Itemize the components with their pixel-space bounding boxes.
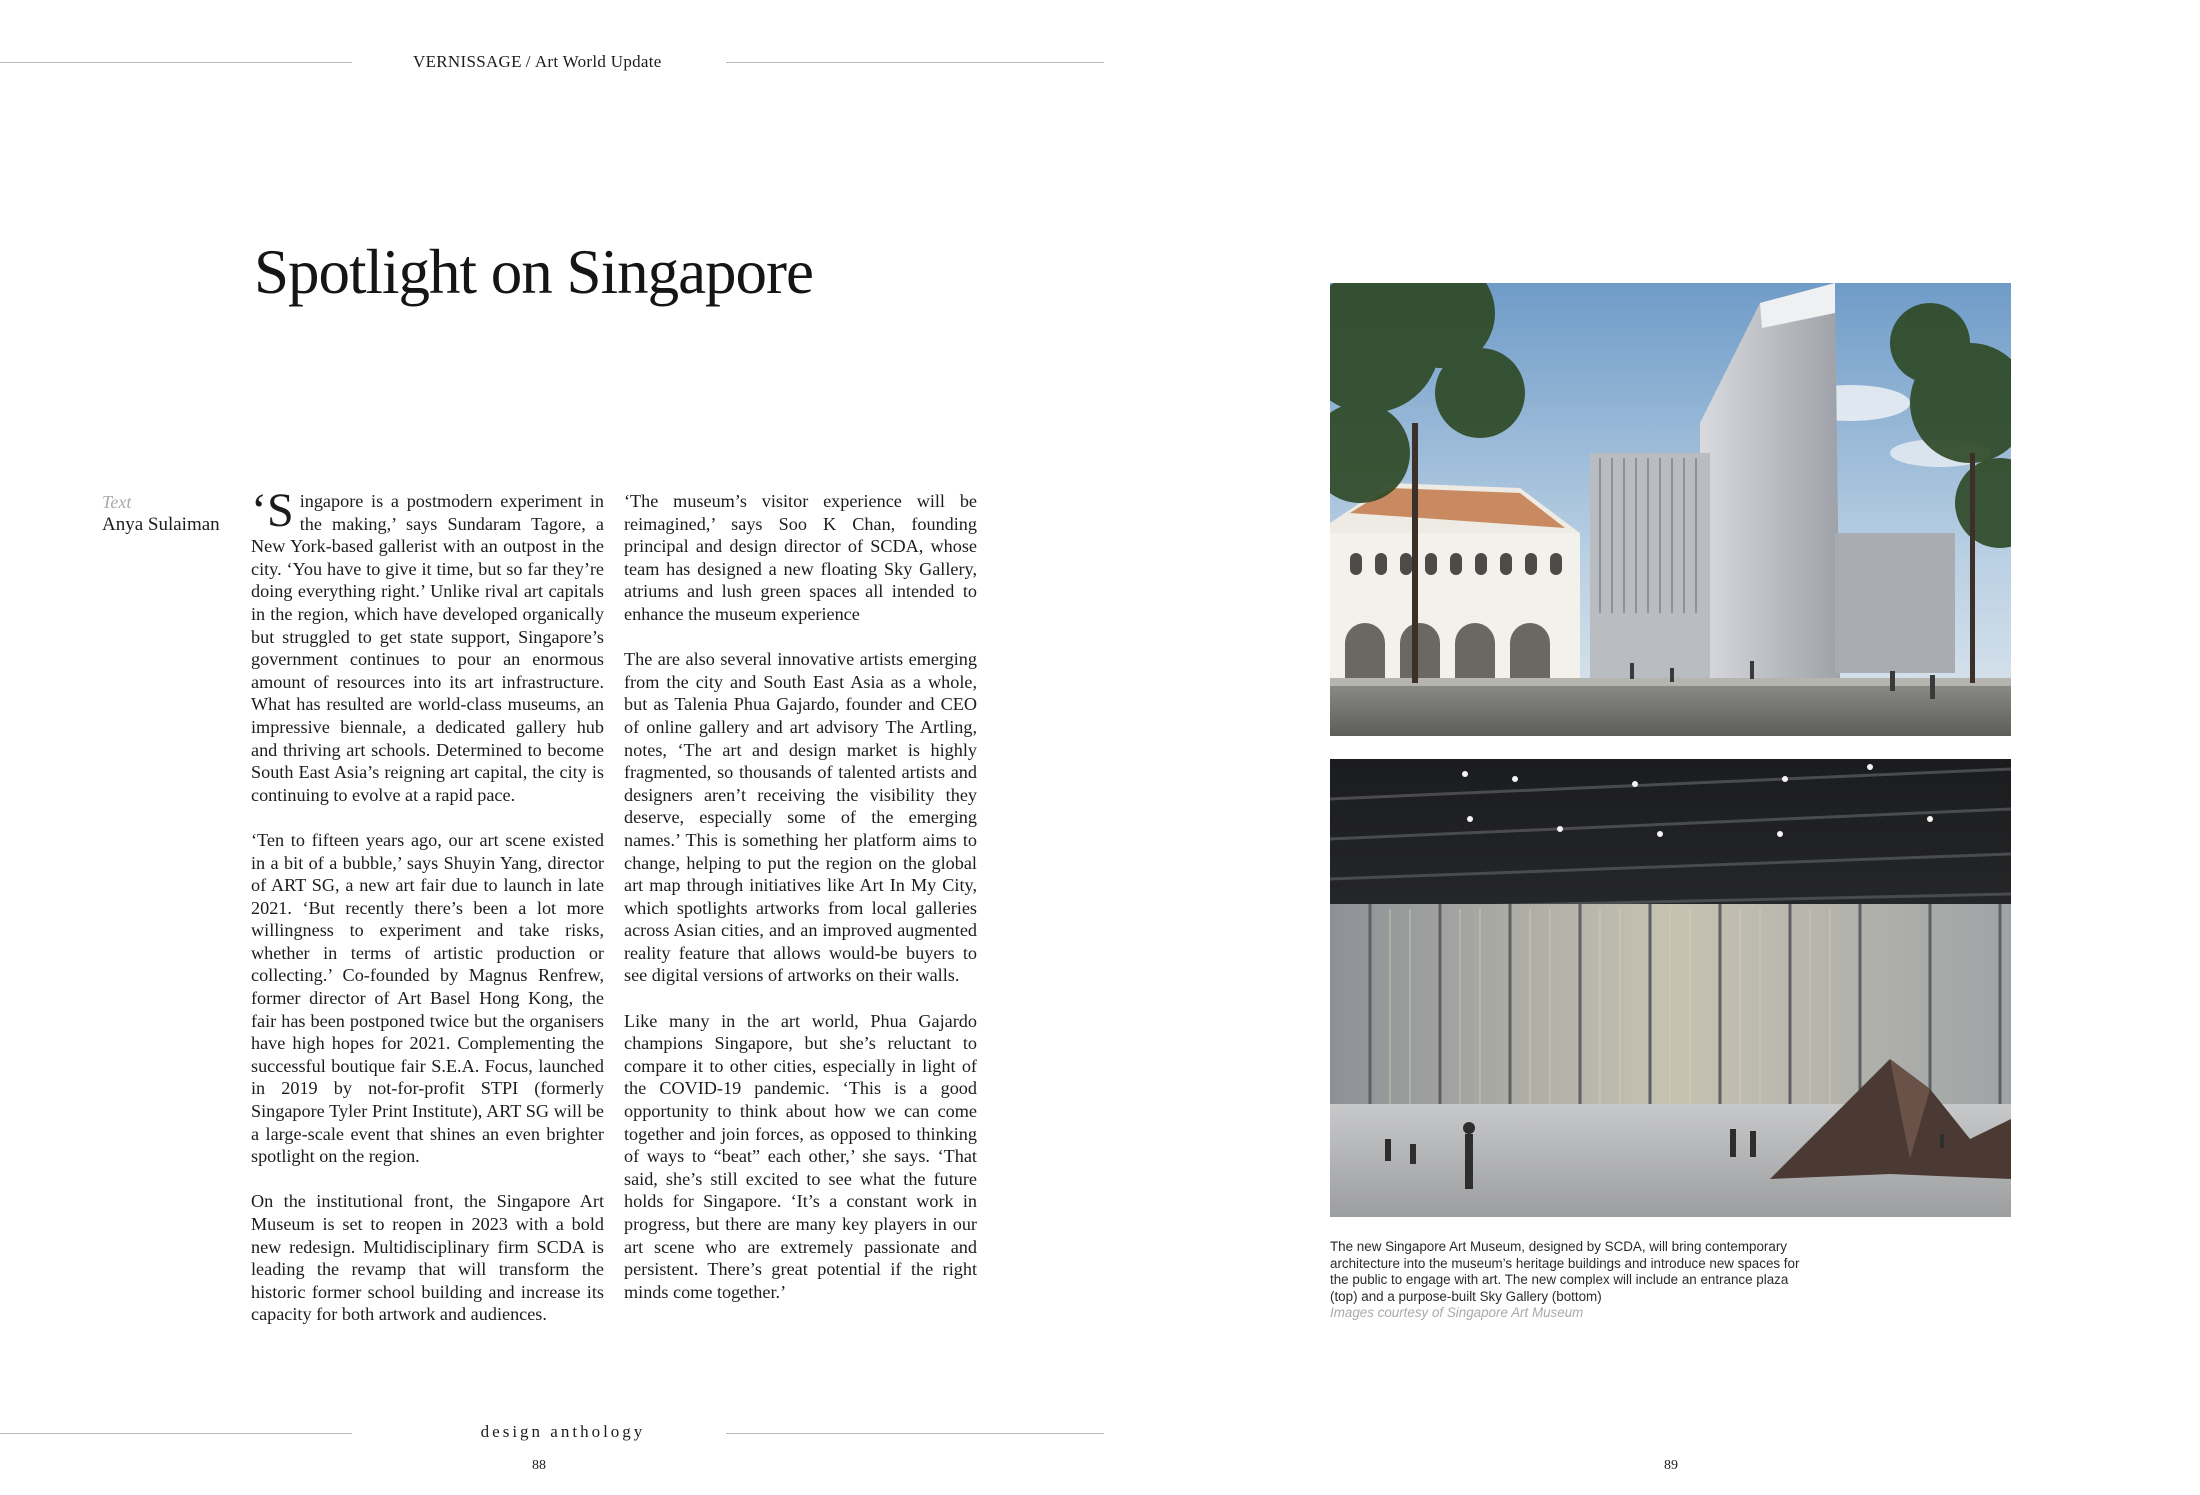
page-number-left: 88 [532, 1458, 546, 1473]
header-rule-left [0, 62, 352, 63]
byline-author: Anya Sulaiman [102, 514, 220, 535]
header-rule-right [726, 62, 1104, 63]
caption-credit: Images courtesy of Singapore Art Museum [1330, 1305, 1584, 1321]
paragraph: On the institutional front, the Singapore Art Museum is set to reopen in 2023 with a bold new redesign. Multidisciplinary firm SCDA is leading the revamp that will transform the historic former school building and increase its capacity for both artwork and audiences. [251, 1191, 604, 1325]
paragraph: The are also several innovative artists emerging from the city and South East Asia as a whole, but as Talenia Phua Gajardo, founder and CEO of online gallery and art advisory The Artling, notes, ‘The art and design market is highly fragmented, so thousands of talented artists and designers aren’t receiving the visibility they deserve, especially some of the emerging names.’ This is something her platform aims to change, helping to put the region on the global art map through initiatives like Art In My City, which spotlights artworks from local galleries across Asian cities, and an improved augmented reality feature that allows would-be buyers to see digital versions of artworks on their walls. [624, 649, 977, 986]
article-column-left [251, 484, 604, 1349]
footer-brand: design anthology [480, 1422, 646, 1441]
image-caption [1330, 1239, 1810, 1322]
paragraph: ‘Singapore is a postmodern experiment in the making,’ says Sundaram Tagore, a New York-based gallerist with an outpost in the city. ‘You have to give it time, but so far they’re doing everything right.’ Unlike rival art capitals in the region, which have developed organically but struggled to get state support, Singapore’s government continues to pour an enormous amount of resources into its art infrastructure. What has resulted are world-class museums, an impressive biennale, a dedicated gallery hub and thriving art schools. Determined to become South East Asia’s reigning art capital, the city is continuing to evolve at a rapid pace. [251, 484, 604, 805]
footer-rule-right [726, 1433, 1104, 1434]
caption-text: The new Singapore Art Museum, designed by SCDA, will bring contemporary architecture into the museum’s heritage buildings and introduce new spaces for the public to engage with art. The new complex will include an entrance plaza (top) and a purpose-built Sky Gallery (bottom) [1330, 1239, 1800, 1304]
sky-gallery-image [1330, 759, 2011, 1217]
article-title: Spotlight on Singapore [254, 237, 813, 307]
museum-exterior-image [1330, 283, 2011, 736]
publication-name: VERNISSAGE [413, 52, 522, 71]
header-separator: / [525, 52, 531, 71]
article-column-right [624, 490, 977, 1326]
paragraph: ‘Ten to fifteen years ago, our art scene existed in a bit of a bubble,’ says Shuyin Yang, director of ART SG, a new art fair due to launch in late 2021. ‘But recently there’s been a lot more willingness to experiment and take risks, whether in terms of artistic production or collecting.’ Co-founded by Magnus Renfrew, former director of Art Basel Hong Kong, the fair has been postponed twice but the organisers have high hopes for 2021. Complementing the successful boutique fair S.E.A. Focus, launched in 2019 by not-for-profit STPI (formerly Singapore Tyler Print Institute), ART SG will be a large-scale event that shines an even brighter spotlight on the region. [251, 829, 604, 1167]
drop-cap: ‘S [251, 484, 294, 537]
page-number-right: 89 [1664, 1458, 1678, 1473]
museum-exterior-rendering-icon [1330, 283, 2011, 736]
paragraph: Like many in the art world, Phua Gajardo champions Singapore, but she’s reluctant to compare it to other cities, especially in light of the COVID-19 pandemic. ‘This is a good opportunity to think about how we can come together and join forces, as opposed to thinking of ways to “beat” each other,’ she says. ‘That said, she’s still excited to see what the future holds for Singapore. ‘It’s a constant work in progress, but there are many key players in our art scene who are extremely passionate and persistent. There’s great potential if the right minds come together.’ [624, 1010, 977, 1302]
paragraph: ‘The museum’s visitor experience will be reimagined,’ says Soo K Chan, founding principal and design director of SCDA, whose team has designed a new floating Sky Gallery, atriums and lush green spaces all intended to enhance the museum experience [624, 491, 977, 624]
section-name: Art World Update [534, 52, 662, 71]
sky-gallery-interior-rendering-icon [1330, 759, 2011, 1217]
running-header [413, 52, 713, 72]
byline-role: Text [102, 492, 132, 512]
footer-rule-left [0, 1433, 352, 1434]
